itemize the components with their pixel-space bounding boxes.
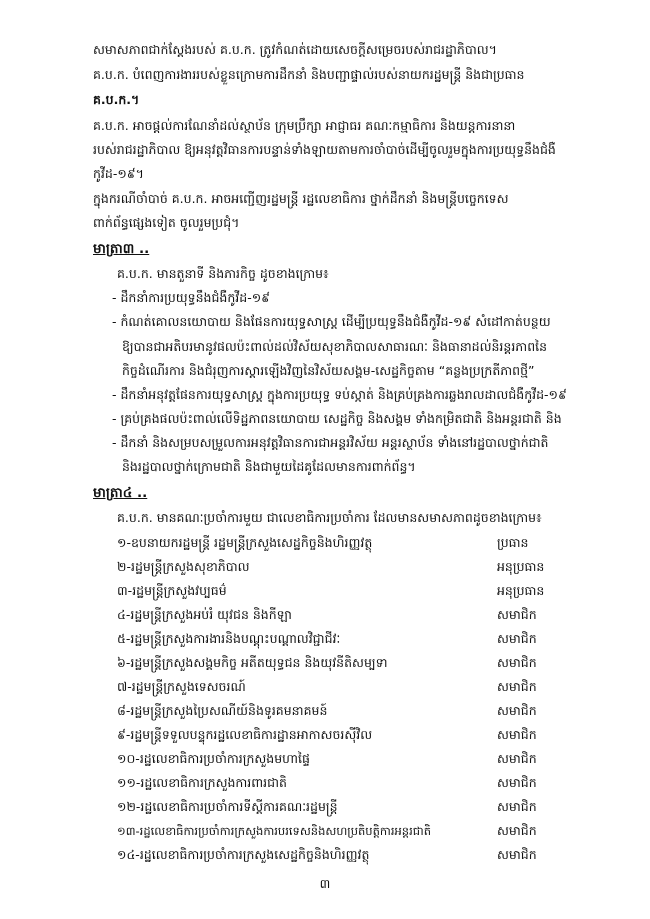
member-name: ៩-រដ្ឋមន្ត្រីទទួលបន្ទុករដ្ឋលេខាធិការដ្ឋានអាកាសចរស៊ីវិល [117, 727, 373, 742]
member-role: អនុប្រធាន [497, 559, 545, 574]
intro-line: សមាសភាពជាក់ស្តែងរបស់ គ.ប.ក. ត្រូវកំណត់ដោយសេចក្តីសម្រេចរបស់រាជរដ្ឋាភិបាល។ [93, 42, 497, 57]
member-name: ១៤-រដ្ឋលេខាធិការប្រចាំការក្រសួងសេដ្ឋកិច្ចនិងហិរញ្ញវត្ថុ [117, 847, 370, 862]
member-name: ១២-រដ្ឋលេខាធិការប្រចាំការទីស្តីការគណៈរដ្ឋមន្ត្រី [117, 799, 338, 814]
member-role: សមាជិក [497, 823, 537, 838]
intro-line: គ.ប.ក. បំពេញការងាររបស់ខ្លួនក្រោមការដឹកនាំ និងបញ្ជាផ្ទាល់របស់នាយករដ្ឋមន្ត្រី និងជាប្រធាន [93, 67, 525, 82]
member-role: សមាជិក [497, 775, 537, 790]
member-role: សមាជិក [497, 631, 537, 646]
intro-line: ពាក់ព័ន្ធផ្សេងទៀត ចូលរួមប្រជុំ។ [93, 215, 240, 230]
intro-line: កូវីដ-១៩។ [93, 166, 144, 181]
article-3-heading: មាត្រា៣ .. [93, 241, 150, 257]
member-role: សមាជិក [497, 727, 537, 742]
article-3-item: - ដឹកនាំ និងសម្របសម្រួលការអនុវត្តវិធានការជាអន្តរវិស័យ អន្តរស្ថាប័ន ទាំងនៅរដ្ឋបាលថ្នាក់ជាតិ [112, 435, 549, 450]
member-role: សមាជិក [497, 847, 537, 862]
intro-line: ក្នុងករណីចាំបាច់ គ.ប.ក. អាចអញ្ជើញរដ្ឋមន្ត្រី រដ្ឋលេខាធិការ ថ្នាក់ដឹកនាំ និងមន្ត្រីបច្ចេកទេស [93, 191, 509, 206]
member-name: ៦-រដ្ឋមន្ត្រីក្រសួងសង្គមកិច្ច អតីតយុទ្ធជន និងយុវនីតិសម្បទា [117, 655, 388, 670]
member-role: អនុប្រធាន [497, 583, 545, 598]
member-name: ២-រដ្ឋមន្ត្រីក្រសួងសុខាភិបាល [117, 559, 250, 574]
member-role: សមាជិក [497, 751, 537, 766]
member-role: សមាជិក [497, 655, 537, 670]
member-name: ១៣-រដ្ឋលេខាធិការប្រចាំការក្រសួងការបរទេសនិងសហប្រតិបត្តិការអន្តរជាតិ [117, 824, 431, 838]
member-name: ៣-រដ្ឋមន្ត្រីក្រសួងវប្បធម៌ [117, 583, 227, 598]
intro-line: គ.ប.ក.។ [93, 92, 140, 107]
article-3-item: - គ្រប់គ្រងផលប៉ះពាល់លើទិដ្ឋភាពនយោបាយ សេដ្ឋកិច្ច និងសង្គម ទាំងកម្រិតជាតិ និងអន្តរជាតិ និង [112, 411, 562, 426]
article-4-lead: គ.ប.ក. មានគណៈប្រចាំការមួយ ជាលេខាធិការប្រចាំការ ដែលមានសមាសភាពដូចខាងក្រោម៖ [117, 510, 542, 525]
article-3-item: កិច្ចដំណើរការ និងជំរុញការស្តារឡើងវិញនៃវិស័យសង្គម-សេដ្ឋកិច្ចតាម “គន្លងប្រក្រតីភាពថ្មី” [122, 363, 535, 378]
member-role: សមាជិក [497, 703, 537, 718]
member-name: ៤-រដ្ឋមន្ត្រីក្រសួងអប់រំ យុវជន និងកីឡា [117, 607, 292, 622]
member-name: ១០-រដ្ឋលេខាធិការប្រចាំការក្រសួងមហាផ្ទៃ [117, 751, 310, 766]
member-role: សមាជិក [497, 679, 537, 694]
page-number: ៣ [319, 876, 331, 891]
member-name: ៥-រដ្ឋមន្ត្រីក្រសួងការងារនិងបណ្តុះបណ្តាលវិជ្ជាជីវៈ [117, 631, 341, 646]
member-role: ប្រធាន [497, 535, 529, 550]
member-role: សមាជិក [497, 799, 537, 814]
intro-line: គ.ប.ក. អាចផ្តល់ការណែនាំដល់ស្ថាប័ន ក្រុមប្រឹក្សា អាជ្ញាធរ គណៈកម្មាធិការ និងយន្តការនានា [93, 118, 516, 133]
article-3-item: និងរដ្ឋបាលថ្នាក់ក្រោមជាតិ និងជាមួយដៃគូដែលមានការពាក់ព័ន្ធ។ [122, 459, 416, 474]
article-4-heading: មាត្រា៤ .. [93, 485, 148, 501]
intro-line: របស់រាជរដ្ឋាភិបាល ឱ្យអនុវត្តវិធានការបន្ទាន់ទាំងឡាយតាមការចាំបាច់ដើម្បីចូលរួមក្នុងការប្រយុទ្ធនឹងជំងឺ [93, 142, 556, 157]
article-3-item: - កំណត់គោលនយោបាយ និងផែនការយុទ្ធសាស្ត្រ ដើម្បីប្រយុទ្ធនឹងជំងឺកូវីដ-១៩ សំដៅកាត់បន្ថយ [112, 314, 551, 329]
member-name: ៨-រដ្ឋមន្ត្រីក្រសួងប្រៃសណីយ៍និងទូរគមនាគមន៍ [117, 703, 328, 718]
article-3-item: - ដឹកនាំការប្រយុទ្ធនឹងជំងឺកូវីដ-១៩ [112, 290, 271, 305]
member-name: ៧-រដ្ឋមន្ត្រីក្រសួងទេសចរណ៍ [117, 679, 246, 694]
article-3-lead: គ.ប.ក. មានតួនាទី និងភារកិច្ច ដូចខាងក្រោម៖ [117, 266, 329, 281]
member-role: សមាជិក [497, 607, 537, 622]
member-name: ១-ឧបនាយករដ្ឋមន្ត្រី រដ្ឋមន្ត្រីក្រសួងសេដ្ឋកិច្ចនិងហិរញ្ញវត្ថុ [117, 535, 373, 550]
member-name: ១១-រដ្ឋលេខាធិការក្រសួងការពារជាតិ [117, 775, 287, 790]
article-3-item: ឱ្យបានជាអតិបរមានូវផលប៉ះពាល់ដល់វិស័យសុខាភិបាលសាធារណៈ និងធានាដល់និរន្តរភាពនៃ [122, 339, 548, 354]
article-3-item: - ដឹកនាំអនុវត្តផែនការយុទ្ធសាស្ត្រ ក្នុងការប្រយុទ្ធ ទប់ស្កាត់ និងគ្រប់គ្រងការឆ្លងរាលដាលជំងឺកូវីដ-១៩ [112, 387, 567, 402]
